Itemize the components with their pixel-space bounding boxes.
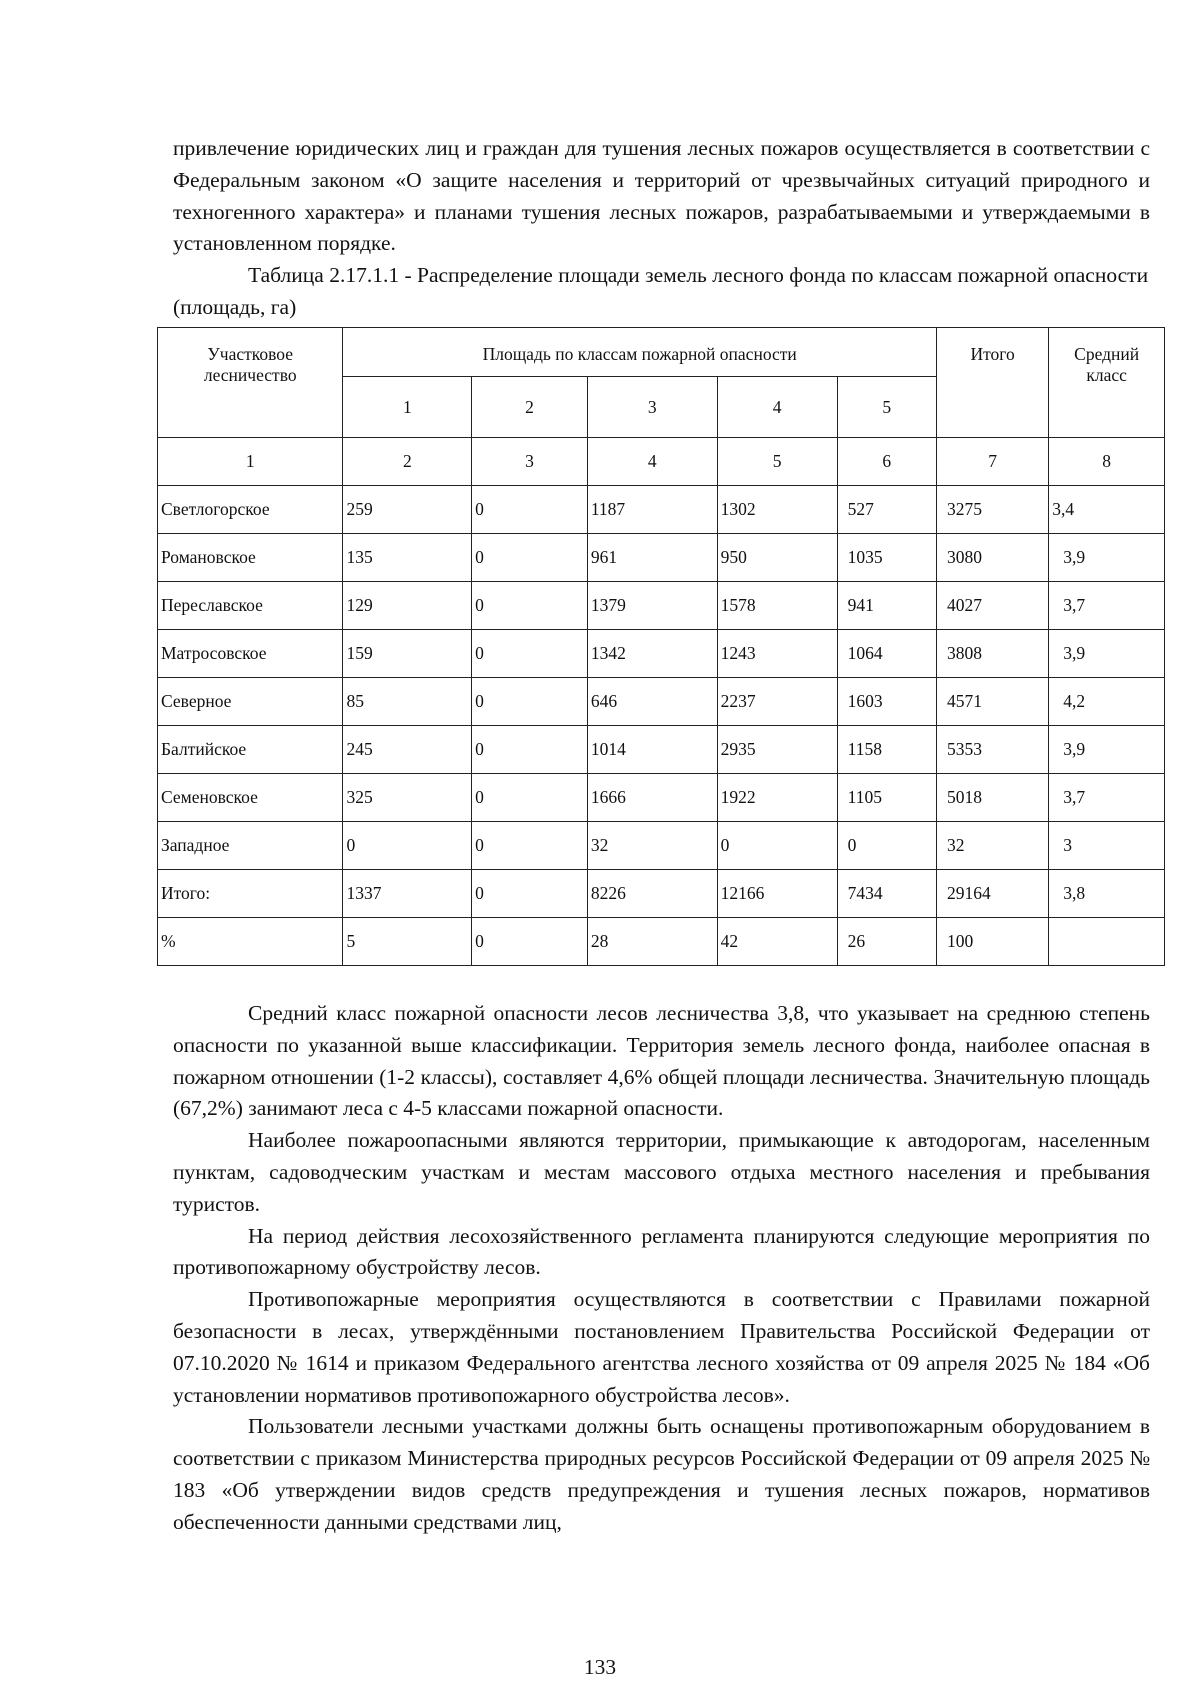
table-cell-name: Семеновское	[158, 774, 343, 822]
top-text-block	[173, 133, 1150, 324]
table-cell-c3: 28	[587, 918, 717, 966]
table-cell-avg: 4,2	[1049, 678, 1165, 726]
table-row	[158, 870, 1165, 918]
table-cell-c1: 0	[343, 822, 472, 870]
table-cell-total: 5353	[936, 726, 1048, 774]
table-cell-avg: 3	[1049, 822, 1165, 870]
table-cell-total: 3275	[936, 486, 1048, 534]
table-cell-name: Переславское	[158, 582, 343, 630]
table-cell-c5: 1158	[837, 726, 936, 774]
column-number-row	[158, 438, 1165, 486]
table-cell-c4: 42	[717, 918, 837, 966]
column-number: 8	[1049, 438, 1165, 486]
paragraph-dangerous-areas: Наиболее пожароопасными являются территории, примыкающие к автодорогам, населенным пунктам, садоводческим участкам и местам массового отдыха местного населения и пребывания туристов.	[173, 1128, 1150, 1216]
table-cell-c3: 1666	[587, 774, 717, 822]
table-cell-c1: 325	[343, 774, 472, 822]
paragraph-equipment: Пользователи лесными участками должны быть оснащены противопожарным оборудованием в соответствии с приказом Министерства природных ресурсов Российской Федерации от 09 апреля 2025 № 183 «Об утверждении видов средств предупреждения и тушения лесных пожаров, нормативов обеспеченности данными средствами лиц,	[173, 1414, 1150, 1534]
header-area-by-class: Площадь по классам пожарной опасности	[343, 328, 936, 377]
table-cell-c4: 950	[717, 534, 837, 582]
column-number: 1	[158, 438, 343, 486]
paragraph-planned-measures: На период действия лесохозяйственного регламента планируются следующие мероприятия по противопожарному обустройству лесов.	[173, 1223, 1150, 1280]
table-cell-name: Северное	[158, 678, 343, 726]
table-cell-c1: 1337	[343, 870, 472, 918]
fire-danger-table	[157, 327, 1165, 966]
header-total: Итого	[936, 328, 1048, 438]
table-cell-avg: 3,8	[1049, 870, 1165, 918]
table-row	[158, 726, 1165, 774]
table-row	[158, 918, 1165, 966]
table-cell-c2: 0	[472, 822, 588, 870]
table-cell-avg: 3,9	[1049, 630, 1165, 678]
table-cell-total: 4571	[936, 678, 1048, 726]
table-cell-c5: 26	[837, 918, 936, 966]
table-cell-total: 4027	[936, 582, 1048, 630]
table-cell-c2: 0	[472, 486, 588, 534]
table-cell-c3: 1342	[587, 630, 717, 678]
table-cell-c4: 2935	[717, 726, 837, 774]
table-cell-total: 5018	[936, 774, 1048, 822]
table-cell-name: Светлогорское	[158, 486, 343, 534]
table-cell-c4: 2237	[717, 678, 837, 726]
table-cell-c1: 5	[343, 918, 472, 966]
header-class-2: 2	[472, 377, 588, 438]
table-cell-c5: 1064	[837, 630, 936, 678]
table-cell-name: Романовское	[158, 534, 343, 582]
table-row	[158, 582, 1165, 630]
column-number: 5	[717, 438, 837, 486]
table-cell-total: 3808	[936, 630, 1048, 678]
table-cell-c2: 0	[472, 870, 588, 918]
table-cell-name: Матросовское	[158, 630, 343, 678]
table-cell-c4: 1578	[717, 582, 837, 630]
table-cell-c3: 961	[587, 534, 717, 582]
table-cell-c5: 0	[837, 822, 936, 870]
table-cell-c1: 135	[343, 534, 472, 582]
table-cell-c2: 0	[472, 630, 588, 678]
header-class-4: 4	[717, 377, 837, 438]
table-cell-c1: 129	[343, 582, 472, 630]
table-cell-c3: 1379	[587, 582, 717, 630]
table-row	[158, 822, 1165, 870]
table-cell-avg: 3,9	[1049, 726, 1165, 774]
table-cell-c3: 32	[587, 822, 717, 870]
table-cell-c3: 646	[587, 678, 717, 726]
table-cell-avg: 3,4	[1049, 486, 1165, 534]
table-cell-total: 29164	[936, 870, 1048, 918]
column-number: 7	[936, 438, 1048, 486]
header-class-5: 5	[837, 377, 936, 438]
header-forestry: Участковое лесничество	[158, 328, 343, 438]
table-row	[158, 678, 1165, 726]
table-cell-avg	[1049, 918, 1165, 966]
table-cell-total: 100	[936, 918, 1048, 966]
table-cell-name: Балтийское	[158, 726, 343, 774]
table-cell-c5: 1105	[837, 774, 936, 822]
table-cell-c2: 0	[472, 918, 588, 966]
table-row	[158, 630, 1165, 678]
column-number: 3	[472, 438, 588, 486]
table-cell-c4: 0	[717, 822, 837, 870]
table-cell-name: Итого:	[158, 870, 343, 918]
table-cell-c4: 1302	[717, 486, 837, 534]
table-cell-c4: 1243	[717, 630, 837, 678]
table-cell-total: 3080	[936, 534, 1048, 582]
table-cell-c3: 1014	[587, 726, 717, 774]
intro-paragraph: привлечение юридических лиц и граждан для тушения лесных пожаров осуществляется в соответствии с Федеральным законом «О защите населения и территорий от чрезвычайных ситуаций природного и техногенного характера» и планами тушения лесных пожаров, разрабатываемыми и утверждаемыми в установленном порядке.	[173, 136, 1150, 256]
page-number: 133	[583, 1655, 617, 1679]
table-cell-total: 32	[936, 822, 1048, 870]
body-text-block	[173, 998, 1150, 1539]
column-number: 2	[343, 438, 472, 486]
header-avg-class: Средний класс	[1049, 328, 1165, 438]
table-cell-c5: 7434	[837, 870, 936, 918]
table-cell-c2: 0	[472, 774, 588, 822]
header-class-1: 1	[343, 377, 472, 438]
table-cell-c4: 1922	[717, 774, 837, 822]
table-row	[158, 774, 1165, 822]
table-cell-c5: 941	[837, 582, 936, 630]
table-cell-c5: 527	[837, 486, 936, 534]
table-cell-c2: 0	[472, 678, 588, 726]
table-cell-c1: 245	[343, 726, 472, 774]
table-cell-c1: 259	[343, 486, 472, 534]
table-cell-c1: 159	[343, 630, 472, 678]
table-cell-c3: 8226	[587, 870, 717, 918]
column-number: 6	[837, 438, 936, 486]
table-row	[158, 486, 1165, 534]
table-body	[158, 486, 1165, 966]
table-cell-c5: 1035	[837, 534, 936, 582]
table-cell-c5: 1603	[837, 678, 936, 726]
paragraph-avg-class: Средний класс пожарной опасности лесов лесничества 3,8, что указывает на среднюю степень опасности по указанной выше классификации. Территория земель лесного фонда, наиболее опасная в пожарном отношении (1-2 классы), составляет 4,6% общей площади лесничества. Значительную площадь (67,2%) занимают леса с 4-5 классами пожарной опасности.	[173, 1001, 1150, 1121]
table-caption: Таблица 2.17.1.1 - Распределение площади земель лесного фонда по классам пожарной опасности (площадь, га)	[173, 263, 1149, 319]
table-cell-name: %	[158, 918, 343, 966]
column-number: 4	[587, 438, 717, 486]
table-cell-avg: 3,7	[1049, 582, 1165, 630]
table-row	[158, 534, 1165, 582]
table-cell-c4: 12166	[717, 870, 837, 918]
table-cell-name: Западное	[158, 822, 343, 870]
table-cell-c2: 0	[472, 534, 588, 582]
table-cell-c2: 0	[472, 726, 588, 774]
table-cell-c1: 85	[343, 678, 472, 726]
table-cell-avg: 3,7	[1049, 774, 1165, 822]
table-cell-avg: 3,9	[1049, 534, 1165, 582]
paragraph-fire-rules: Противопожарные мероприятия осуществляются в соответствии с Правилами пожарной безопасности в лесах, утверждёнными постановлением Правительства Российской Федерации от 07.10.2020 № 1614 и приказом Федерального агентства лесного хозяйства от 09 апреля 2025 № 184 «Об установлении нормативов противопожарного обустройства лесов».	[173, 1287, 1150, 1407]
header-class-3: 3	[587, 377, 717, 438]
table-cell-c2: 0	[472, 582, 588, 630]
table-cell-c3: 1187	[587, 486, 717, 534]
